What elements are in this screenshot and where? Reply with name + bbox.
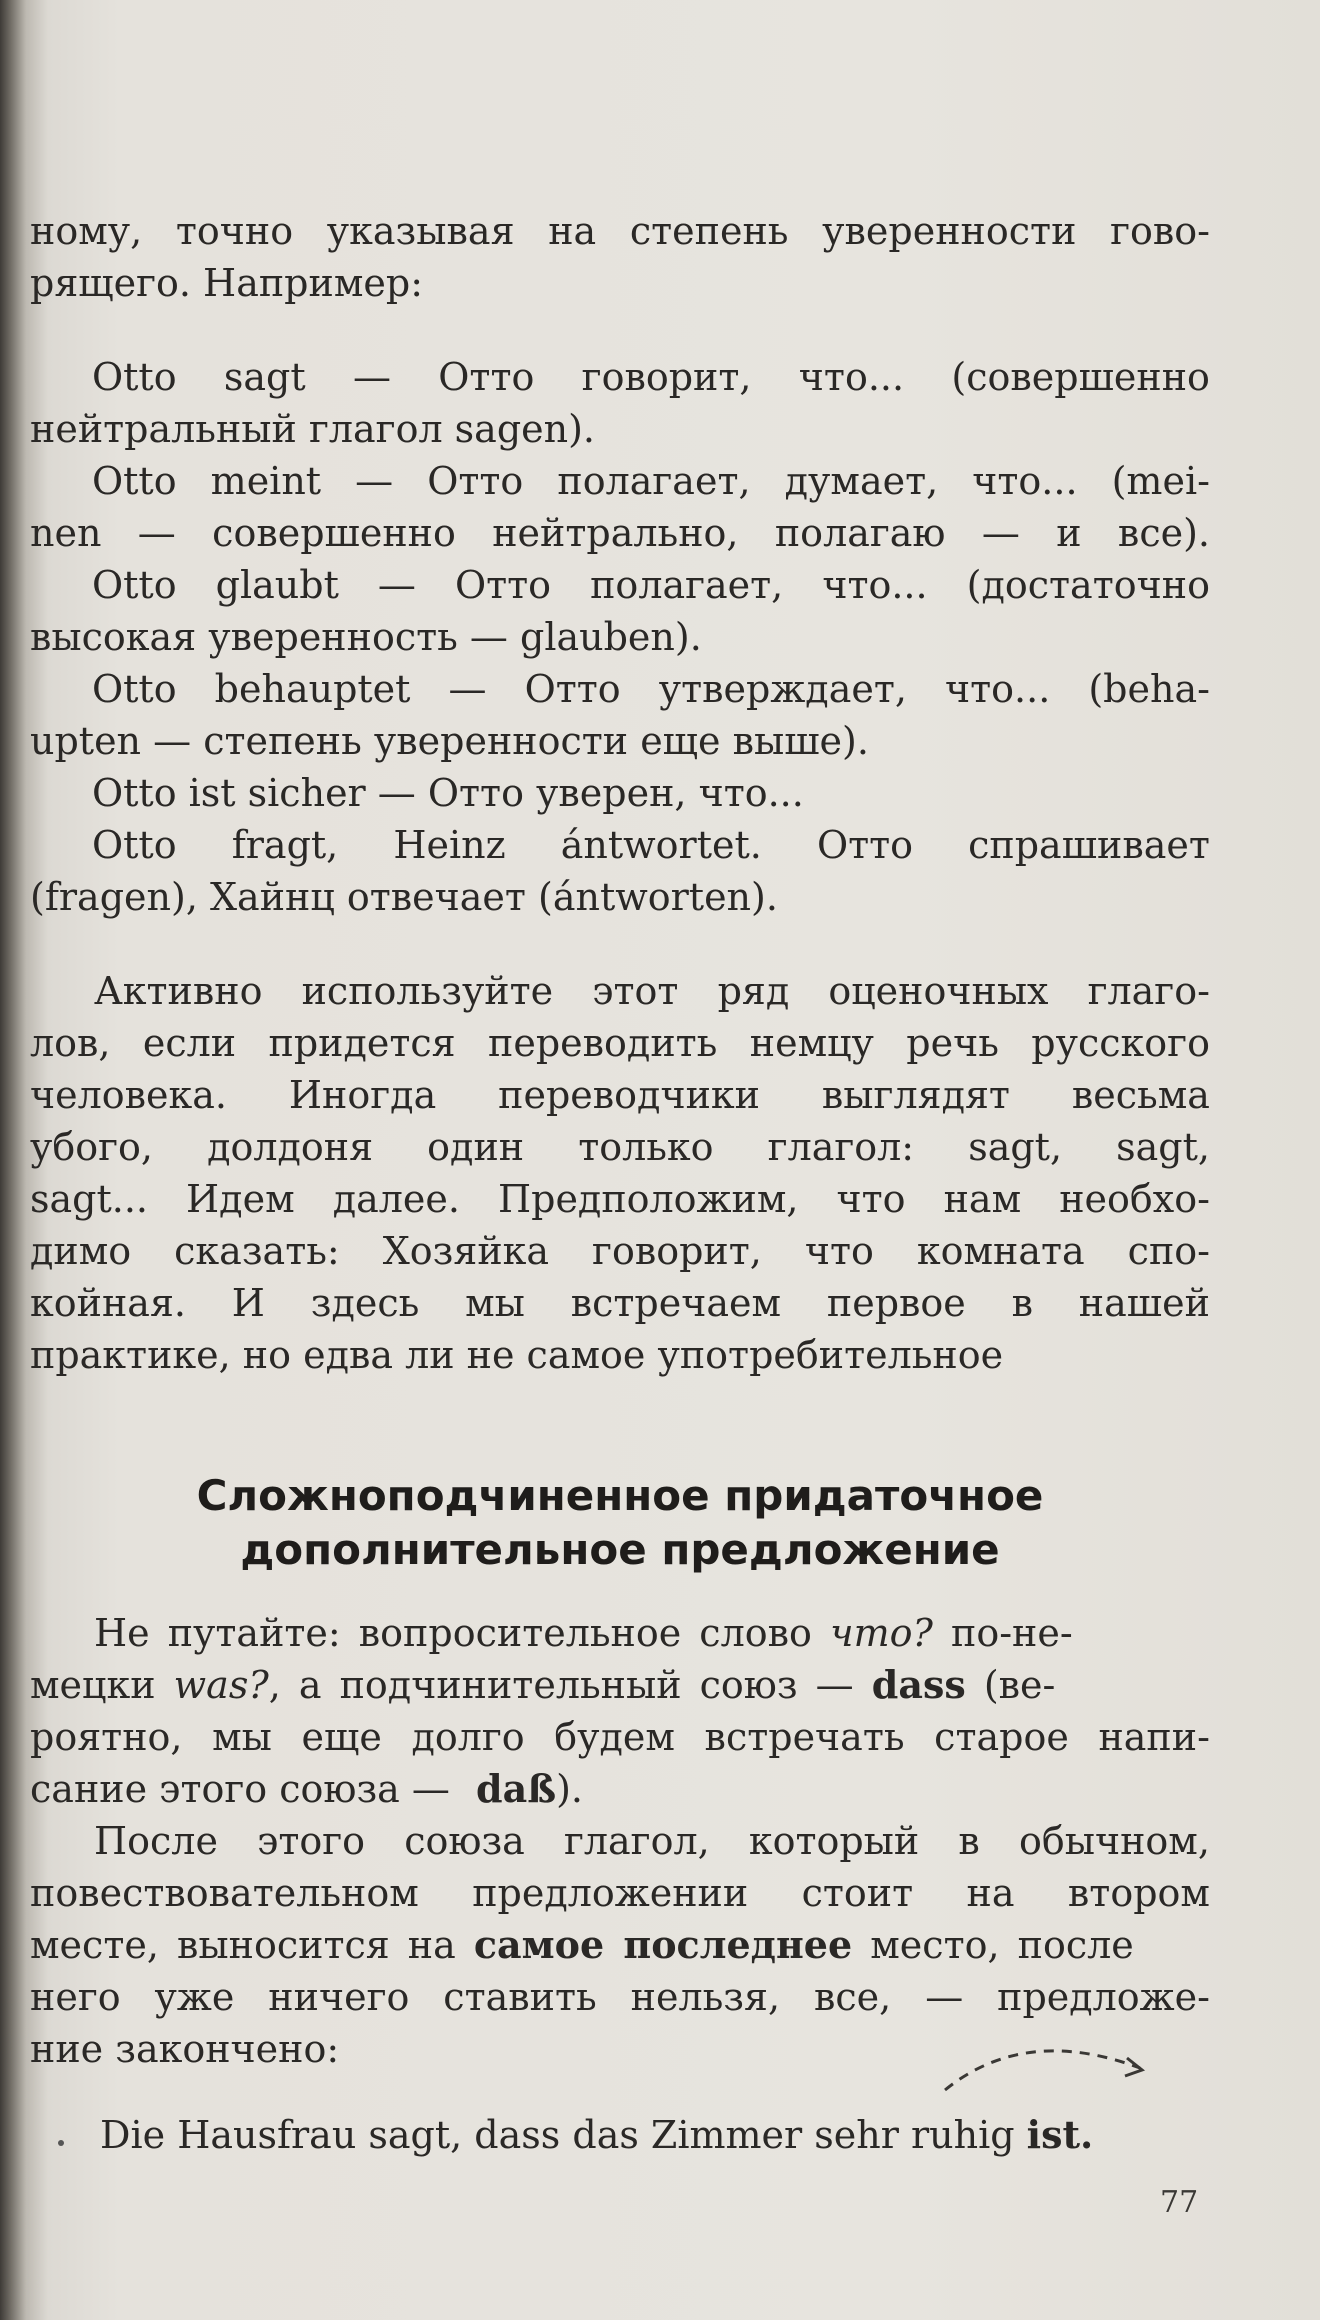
text-line <box>30 965 1210 1017</box>
italic-word: что? <box>829 1611 933 1655</box>
text-line-content: sagt... Идем далее. Предположим, что нам необхо- <box>30 1177 1210 1221</box>
text-line-content: Otto glaubt — Отто полагает, что... (достаточно <box>92 563 1210 607</box>
text-line-content: высокая уверенность — glauben). <box>30 615 702 659</box>
text-line-content: него уже ничего ставить нельзя, все, — предложе- <box>30 1975 1210 2019</box>
example-line <box>30 351 1210 403</box>
text-line-content: (fragen), Хайнц отвечает (ántworten). <box>30 875 778 919</box>
text-line-content: Активно используйте этот ряд оценочных глаго- <box>94 969 1210 1013</box>
example-line <box>30 715 1210 767</box>
text-line <box>30 1121 1210 1173</box>
body-text <box>30 205 1210 2075</box>
section-heading-line: дополнительное предложение <box>240 1525 1000 1574</box>
text-line <box>30 1971 1210 2023</box>
text-line <box>30 1329 1210 1381</box>
example-main: Die Hausfrau sagt, dass das Zimmer sehr ruhig <box>100 2113 1027 2157</box>
text-line-content: Otto sagt — Отто говорит, что... (совершенно <box>92 355 1210 399</box>
verb-move-arrow-icon <box>935 2030 1155 2100</box>
text-line <box>30 1815 1210 1867</box>
text-line <box>30 1173 1210 1225</box>
text-line-content: Otto behauptet — Отто утверждает, что... (beha- <box>92 667 1210 711</box>
example-line <box>30 559 1210 611</box>
text-line <box>30 1607 1210 1659</box>
text-line-content: Otto fragt, Heinz ántwortet. Отто спрашивает <box>92 823 1210 867</box>
example-line <box>30 507 1210 559</box>
example-line <box>30 819 1210 871</box>
text-line-content: практике, но едва ли не самое употребительное <box>30 1333 1004 1377</box>
example-line <box>30 455 1210 507</box>
text-line-content: убого, долдоня один только глагол: sagt, sagt, <box>30 1125 1210 1169</box>
example-line <box>30 663 1210 715</box>
example-line <box>30 767 1210 819</box>
text-line-content: ному, точно указывая на степень уверенности гово- <box>30 209 1210 253</box>
section-heading-line: Сложноподчиненное придаточное <box>196 1471 1044 1520</box>
final-example-sentence <box>100 2112 1093 2157</box>
text-line-content: мецки was?, а подчинительный союз — dass (ве- <box>30 1662 1056 1707</box>
example-line <box>30 611 1210 663</box>
text-line-content: Otto meint — Отто полагает, думает, что... (mei- <box>92 459 1210 503</box>
text-line-content: месте, выносится на самое последнее место, после <box>30 1922 1134 1967</box>
text-line <box>30 1919 1210 1971</box>
text-line-content: ние закончено: <box>30 2027 340 2071</box>
text-line-content: upten — степень уверенности еще выше). <box>30 719 869 763</box>
example-line <box>30 403 1210 455</box>
text-line-content: повествовательном предложении стоит на втором <box>30 1871 1210 1915</box>
text-line <box>30 1659 1210 1711</box>
bold-word: dass <box>871 1662 966 1707</box>
text-line <box>30 1867 1210 1919</box>
text-line-content: нейтральный глагол sagen). <box>30 407 596 451</box>
text-line <box>30 1069 1210 1121</box>
text-line <box>30 1711 1210 1763</box>
text-line-content: рящего. Например: <box>30 261 424 305</box>
text-line-content: сание этого союза — daß). <box>30 1766 583 1811</box>
text-line-content: человека. Иногда переводчики выглядят весьма <box>30 1073 1210 1117</box>
text-line-content: роятно, мы еще долго будем встречать старое напи- <box>30 1715 1210 1759</box>
text-line-content: димо сказать: Хозяйка говорит, что комната спо- <box>30 1229 1210 1273</box>
example-verb: ist. <box>1026 2112 1094 2157</box>
text-line <box>30 1017 1210 1069</box>
text-line <box>30 205 1210 257</box>
bold-word: daß <box>476 1766 557 1811</box>
text-line-content: Не путайте: вопросительное слово что? по-не- <box>94 1611 1073 1655</box>
example-line <box>30 871 1210 923</box>
text-line-content: лов, если придется переводить немцу речь русского <box>30 1021 1210 1065</box>
page-number: 77 <box>1160 2185 1199 2220</box>
text-line <box>30 1277 1210 1329</box>
section-heading <box>30 1469 1210 1577</box>
text-line-content: койная. И здесь мы встречаем первое в нашей <box>30 1281 1210 1325</box>
text-line-content: Otto ist sicher — Отто уверен, что... <box>92 771 804 815</box>
text-line-content: После этого союза глагол, который в обычном, <box>94 1819 1210 1863</box>
bold-phrase: самое последнее <box>473 1922 853 1967</box>
text-line <box>30 257 1210 309</box>
bullet-dot <box>58 2140 64 2146</box>
text-line <box>30 1763 1210 1815</box>
text-line <box>30 1225 1210 1277</box>
italic-word: was? <box>173 1663 269 1707</box>
text-line-content: nen — совершенно нейтрально, полагаю — и все). <box>30 511 1210 555</box>
